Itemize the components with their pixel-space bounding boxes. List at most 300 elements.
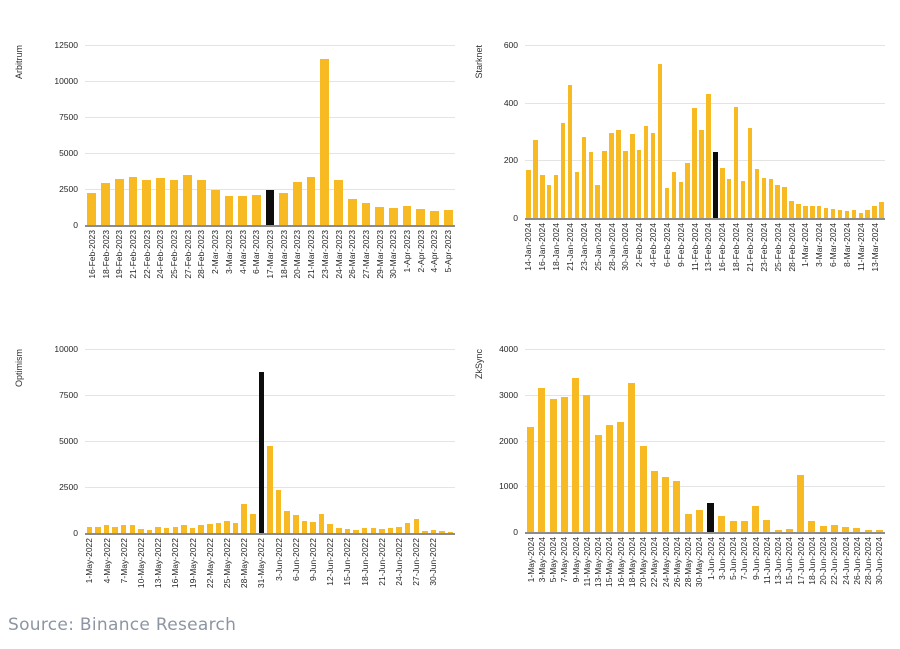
bar [628, 383, 635, 532]
x-tick-label: 4-Mar-2023 [237, 230, 248, 274]
bar [371, 528, 377, 533]
gridline [85, 395, 455, 396]
x-tick-label: 18-Feb-2023 [100, 230, 111, 279]
x-tick-label: 21-Feb-2024 [745, 223, 755, 272]
bar [665, 188, 669, 218]
bar [87, 527, 93, 533]
chart-starknet [468, 40, 900, 305]
x-tick-label: 11-Jun-2024 [761, 537, 772, 585]
x-axis-zksync [525, 534, 885, 604]
x-tick-label: 24-May-2024 [660, 537, 671, 588]
bar [720, 168, 724, 218]
bar [865, 210, 869, 218]
bar [538, 388, 545, 532]
bar [422, 531, 428, 533]
x-tick-label: 9-Feb-2024 [675, 223, 686, 267]
x-tick-label: 10-May-2022 [135, 538, 146, 589]
x-tick-label: 16-May-2022 [170, 538, 181, 589]
x-tick-label: 21-Jun-2022 [376, 538, 387, 586]
x-tick-label: 28-Jan-2024 [606, 223, 617, 271]
bar [142, 180, 151, 225]
x-axis-optimism [85, 535, 455, 605]
bar [561, 123, 565, 218]
bar [673, 481, 680, 532]
bar [164, 528, 170, 533]
x-tick-label: 19-Feb-2023 [114, 230, 125, 279]
x-tick-label: 13-Feb-2024 [703, 223, 714, 272]
x-tick-label: 6-Mar-2023 [251, 230, 262, 274]
y-tick-label: 0 [513, 527, 518, 537]
bar [293, 182, 302, 225]
bar [842, 527, 849, 532]
bar [302, 521, 308, 533]
bar [353, 530, 359, 533]
bar [526, 170, 530, 218]
x-tick-label: 30-Mar-2023 [388, 230, 399, 279]
bar [181, 525, 187, 533]
bar [859, 213, 863, 218]
bar [734, 107, 738, 218]
plot-area-arbitrum [85, 45, 455, 227]
bar [852, 210, 856, 218]
x-tick-label: 26-May-2024 [671, 537, 682, 588]
x-tick-label: 30-May-2024 [694, 537, 705, 588]
bar [741, 181, 745, 218]
x-tick-label: 8-Mar-2024 [841, 223, 852, 267]
x-tick-label: 5-May-2024 [548, 537, 559, 583]
x-tick-label: 11-Mar-2024 [855, 223, 866, 272]
x-tick-label: 22-May-2024 [649, 537, 660, 588]
plot-area-zksync [525, 349, 885, 534]
y-axis-starknet [490, 40, 525, 223]
source-caption: Source: Binance Research [8, 615, 237, 635]
x-tick-label: 17-Mar-2023 [265, 230, 275, 279]
bar [403, 206, 412, 225]
bar [786, 529, 793, 532]
bar [582, 137, 586, 218]
bar [327, 524, 333, 533]
y-axis-title-optimism: Optimism [14, 349, 24, 387]
x-tick-label: 16-May-2024 [615, 537, 626, 588]
x-tick-label: 13-May-2022 [153, 538, 164, 589]
x-tick-label: 30-Jan-2024 [620, 223, 631, 271]
bar [658, 64, 662, 218]
x-tick-label: 9-Jun-2024 [750, 537, 761, 581]
x-tick-label: 11-Feb-2024 [689, 223, 700, 272]
bar [252, 195, 261, 225]
x-tick-label: 5-Apr-2023 [443, 230, 454, 273]
bar [561, 397, 568, 532]
y-tick-label: 0 [73, 528, 78, 538]
bar [824, 208, 828, 218]
bar [838, 210, 842, 218]
x-tick-label: 23-Feb-2024 [758, 223, 769, 272]
x-tick-label: 13-May-2024 [593, 537, 604, 588]
bar [448, 532, 454, 533]
gridline [525, 160, 885, 161]
x-tick-label: 7-May-2024 [559, 537, 570, 583]
bar [662, 477, 669, 532]
bar [138, 529, 144, 533]
y-tick-label: 2500 [59, 184, 78, 194]
x-tick-label: 30-Jun-2024 [874, 537, 885, 585]
y-tick-label: 10000 [54, 76, 78, 86]
plot-area-optimism [85, 349, 455, 535]
bar [730, 521, 737, 532]
x-tick-label: 2-Feb-2024 [634, 223, 645, 267]
bar [606, 425, 613, 532]
bar [699, 130, 703, 218]
bar [431, 530, 437, 533]
chart-grid [8, 40, 900, 605]
bar [853, 528, 860, 532]
x-tick-label: 27-Feb-2023 [182, 230, 193, 279]
y-tick-label: 12500 [54, 40, 78, 50]
bar [775, 185, 779, 218]
bar [241, 504, 247, 533]
bar [430, 211, 439, 225]
bar [211, 190, 220, 225]
x-tick-label: 16-Feb-2023 [86, 230, 97, 279]
bar [679, 182, 683, 218]
x-tick-label: 1-Jun-2024 [705, 537, 716, 581]
x-tick-label: 18-Jun-2022 [359, 538, 370, 586]
x-tick-label: 15-Jun-2022 [342, 538, 353, 586]
x-tick-label: 28-Feb-2023 [196, 230, 207, 279]
bar [589, 152, 593, 218]
x-tick-label: 7-May-2022 [118, 538, 129, 584]
bar [572, 378, 579, 532]
bar [416, 209, 425, 225]
bar [362, 528, 368, 533]
y-tick-label: 0 [513, 213, 518, 223]
bar [345, 529, 351, 533]
bar [87, 193, 96, 225]
bar [782, 187, 786, 218]
bar [685, 514, 692, 532]
bar [602, 151, 606, 218]
x-tick-label: 27-Mar-2023 [360, 230, 371, 279]
highlight-bar [707, 503, 714, 532]
x-tick-label: 25-Feb-2023 [169, 230, 180, 279]
gridline [525, 45, 885, 46]
x-tick-label: 1-Apr-2023 [402, 230, 413, 273]
x-tick-label: 2-Mar-2023 [210, 230, 221, 274]
bar [575, 172, 579, 218]
x-tick-label: 15-May-2024 [604, 537, 615, 588]
x-tick-label: 3-Mar-2024 [814, 223, 825, 267]
bar [595, 185, 599, 218]
y-axis-zksync [490, 344, 525, 537]
bar [616, 130, 620, 218]
bar [763, 520, 770, 532]
bar [617, 422, 624, 532]
bar [319, 514, 325, 533]
bar [207, 524, 213, 533]
gridline [85, 153, 455, 154]
highlight-bar [259, 372, 265, 533]
bar [267, 446, 273, 533]
bar [685, 163, 689, 218]
x-tick-label: 11-May-2024 [581, 537, 592, 587]
bar [190, 528, 196, 533]
bar [362, 203, 371, 225]
x-tick-label: 28-Feb-2024 [786, 223, 797, 272]
x-tick-label: 6-Feb-2024 [661, 223, 672, 267]
bar [752, 506, 759, 532]
bar [129, 177, 138, 225]
bar [284, 511, 290, 533]
gridline [85, 441, 455, 442]
y-tick-label: 400 [503, 97, 518, 108]
bar [672, 172, 676, 218]
bar [533, 140, 537, 218]
bar [879, 202, 883, 218]
bar [388, 528, 394, 533]
x-tick-label: 9-Jun-2022 [308, 538, 319, 582]
bar [375, 207, 384, 225]
y-axis-optimism [30, 344, 85, 538]
x-tick-label: 5-Jun-2024 [728, 537, 739, 581]
bar [238, 196, 247, 225]
bar [831, 209, 835, 218]
y-tick-label: 7500 [59, 390, 78, 400]
bar [336, 528, 342, 533]
x-tick-label: 26-Mar-2023 [347, 230, 358, 279]
bar [307, 177, 316, 225]
x-tick-label: 21-Jan-2024 [565, 223, 575, 271]
bar [279, 193, 288, 225]
bar [156, 178, 165, 225]
bar [755, 169, 759, 218]
x-tick-label: 12-Jun-2022 [325, 538, 336, 586]
x-tick-label: 20-May-2024 [638, 537, 649, 588]
chart-zksync [468, 344, 900, 605]
bar [817, 206, 821, 218]
bar [831, 525, 838, 532]
bar [379, 529, 385, 533]
x-tick-label: 16-Jan-2024 [537, 223, 548, 271]
y-tick-label: 0 [73, 220, 78, 230]
x-tick-label: 18-Mar-2023 [278, 230, 289, 279]
x-tick-label: 3-Jun-2022 [273, 538, 284, 582]
bar [233, 523, 239, 533]
gridline [85, 349, 455, 350]
bar [810, 206, 814, 218]
bar [775, 530, 782, 532]
x-tick-label: 24-Feb-2023 [155, 230, 166, 279]
x-tick-label: 2-Apr-2023 [415, 230, 426, 273]
x-tick-label: 7-Jun-2024 [739, 537, 750, 581]
bar [250, 514, 256, 533]
bar [183, 175, 192, 225]
x-tick-label: 20-Jun-2024 [818, 537, 829, 585]
bar [112, 527, 118, 533]
bar [104, 525, 110, 533]
bar [550, 399, 557, 532]
x-tick-label: 9-May-2024 [570, 537, 581, 583]
x-tick-label: 15-Jun-2024 [784, 537, 795, 585]
chart-arbitrum [8, 40, 468, 305]
bar [583, 395, 590, 532]
x-tick-label: 3-May-2024 [536, 537, 547, 583]
bar [808, 521, 815, 532]
bar [796, 204, 800, 218]
bar [718, 516, 725, 532]
x-tick-label: 22-Feb-2023 [141, 230, 152, 279]
x-tick-label: 13-Mar-2024 [869, 223, 880, 272]
bar [389, 208, 398, 225]
bar [310, 522, 316, 533]
x-tick-label: 21-Feb-2023 [127, 230, 138, 279]
x-tick-label: 14-Jan-2024 [523, 223, 534, 271]
x-axis-starknet [525, 220, 885, 298]
y-tick-label: 600 [503, 40, 518, 50]
x-tick-label: 19-May-2022 [187, 538, 198, 589]
x-tick-label: 25-Jan-2024 [592, 223, 603, 271]
x-tick-label: 23-Mar-2023 [319, 230, 330, 279]
bar [170, 180, 179, 225]
gridline [85, 45, 455, 46]
bar [568, 85, 572, 218]
bar [630, 134, 634, 218]
plot-area-starknet [525, 45, 885, 220]
x-tick-label: 4-Apr-2023 [429, 230, 440, 273]
x-tick-label: 4-Feb-2024 [648, 223, 659, 267]
chart-optimism [8, 344, 468, 605]
x-tick-label: 27-Jun-2022 [411, 538, 422, 586]
x-tick-label: 18-May-2024 [626, 537, 637, 588]
bar [637, 150, 641, 218]
bar [623, 151, 627, 218]
gridline [525, 349, 885, 350]
bar [595, 435, 602, 532]
x-tick-label: 29-Mar-2023 [374, 230, 385, 279]
bar [797, 475, 804, 532]
bar [609, 133, 613, 218]
y-tick-label: 1000 [499, 481, 518, 492]
bar [439, 531, 445, 533]
y-axis-arbitrum [30, 40, 85, 230]
bar [727, 179, 731, 218]
bar [876, 530, 883, 532]
x-tick-label: 28-Jun-2024 [863, 537, 874, 585]
x-tick-label: 16-Feb-2024 [717, 223, 728, 272]
y-tick-label: 7500 [59, 112, 78, 122]
x-tick-label: 18-Jun-2024 [806, 537, 817, 585]
y-axis-title-arbitrum: Arbitrum [14, 45, 24, 80]
bar [414, 519, 420, 533]
x-axis-arbitrum [85, 227, 455, 305]
bar [651, 471, 658, 532]
bar [820, 526, 827, 532]
bar [741, 521, 748, 532]
x-tick-label: 6-Mar-2024 [828, 223, 839, 267]
bar [547, 185, 551, 218]
bar [527, 427, 534, 532]
x-tick-label: 13-Jun-2024 [773, 537, 784, 585]
bar [147, 530, 153, 533]
bar [769, 179, 773, 218]
bar [845, 211, 849, 218]
bar [748, 128, 752, 218]
bar [216, 523, 222, 533]
y-tick-label: 2000 [499, 435, 518, 446]
y-tick-label: 200 [503, 155, 518, 166]
bar [334, 180, 343, 225]
bar [651, 133, 655, 218]
gridline [85, 81, 455, 82]
bar [803, 206, 807, 218]
x-tick-label: 22-May-2022 [204, 538, 215, 589]
x-tick-label: 18-Jan-2024 [551, 223, 562, 271]
x-tick-label: 21-Mar-2023 [306, 230, 317, 279]
bar [444, 210, 453, 225]
bar [706, 94, 710, 218]
x-tick-label: 1-Mar-2024 [800, 223, 811, 267]
gridline [85, 117, 455, 118]
bar [554, 175, 558, 218]
y-tick-label: 4000 [499, 344, 518, 354]
x-tick-label: 1-May-2022 [84, 538, 95, 584]
x-tick-label: 1-May-2024 [525, 537, 536, 583]
bar [640, 446, 647, 532]
bar [293, 515, 299, 533]
bar [540, 175, 544, 218]
bar [197, 180, 206, 225]
bar [225, 196, 234, 225]
bar [865, 530, 872, 532]
bar [95, 527, 101, 533]
x-tick-label: 25-May-2022 [221, 538, 232, 589]
bar [396, 527, 402, 533]
x-tick-label: 30-Jun-2022 [428, 538, 439, 586]
bar [198, 525, 204, 533]
x-tick-label: 24-Mar-2023 [333, 230, 344, 279]
x-tick-label: 6-Jun-2022 [290, 538, 301, 582]
y-tick-label: 5000 [59, 148, 78, 158]
bar [101, 183, 110, 225]
x-tick-label: 24-Jun-2024 [840, 537, 851, 585]
y-tick-label: 10000 [54, 344, 78, 354]
x-tick-label: 28-May-2024 [683, 537, 694, 588]
x-tick-label: 25-Feb-2024 [772, 223, 783, 272]
x-tick-label: 3-Mar-2023 [223, 230, 234, 274]
y-tick-label: 5000 [59, 436, 78, 446]
x-tick-label: 17-Jun-2024 [795, 537, 806, 585]
x-tick-label: 20-Mar-2023 [292, 230, 303, 279]
bar [224, 521, 230, 533]
x-tick-label: 23-Jan-2024 [578, 223, 589, 271]
bar [696, 510, 703, 532]
bar [155, 527, 161, 533]
x-tick-label: 26-Jun-2024 [851, 537, 862, 585]
bar [320, 59, 329, 225]
bar [692, 108, 696, 218]
y-tick-label: 2500 [59, 482, 78, 492]
x-tick-label: 24-Jun-2022 [394, 538, 405, 586]
bar [789, 201, 793, 218]
bar [405, 523, 411, 533]
gridline [525, 103, 885, 104]
y-tick-label: 3000 [499, 389, 518, 400]
x-tick-label: 18-Feb-2024 [731, 223, 742, 272]
bar [348, 199, 357, 225]
y-axis-title-zksync: ZkSync [474, 349, 484, 380]
bar [762, 178, 766, 218]
x-tick-label: 22-Jun-2024 [829, 537, 840, 585]
bar [872, 206, 876, 218]
